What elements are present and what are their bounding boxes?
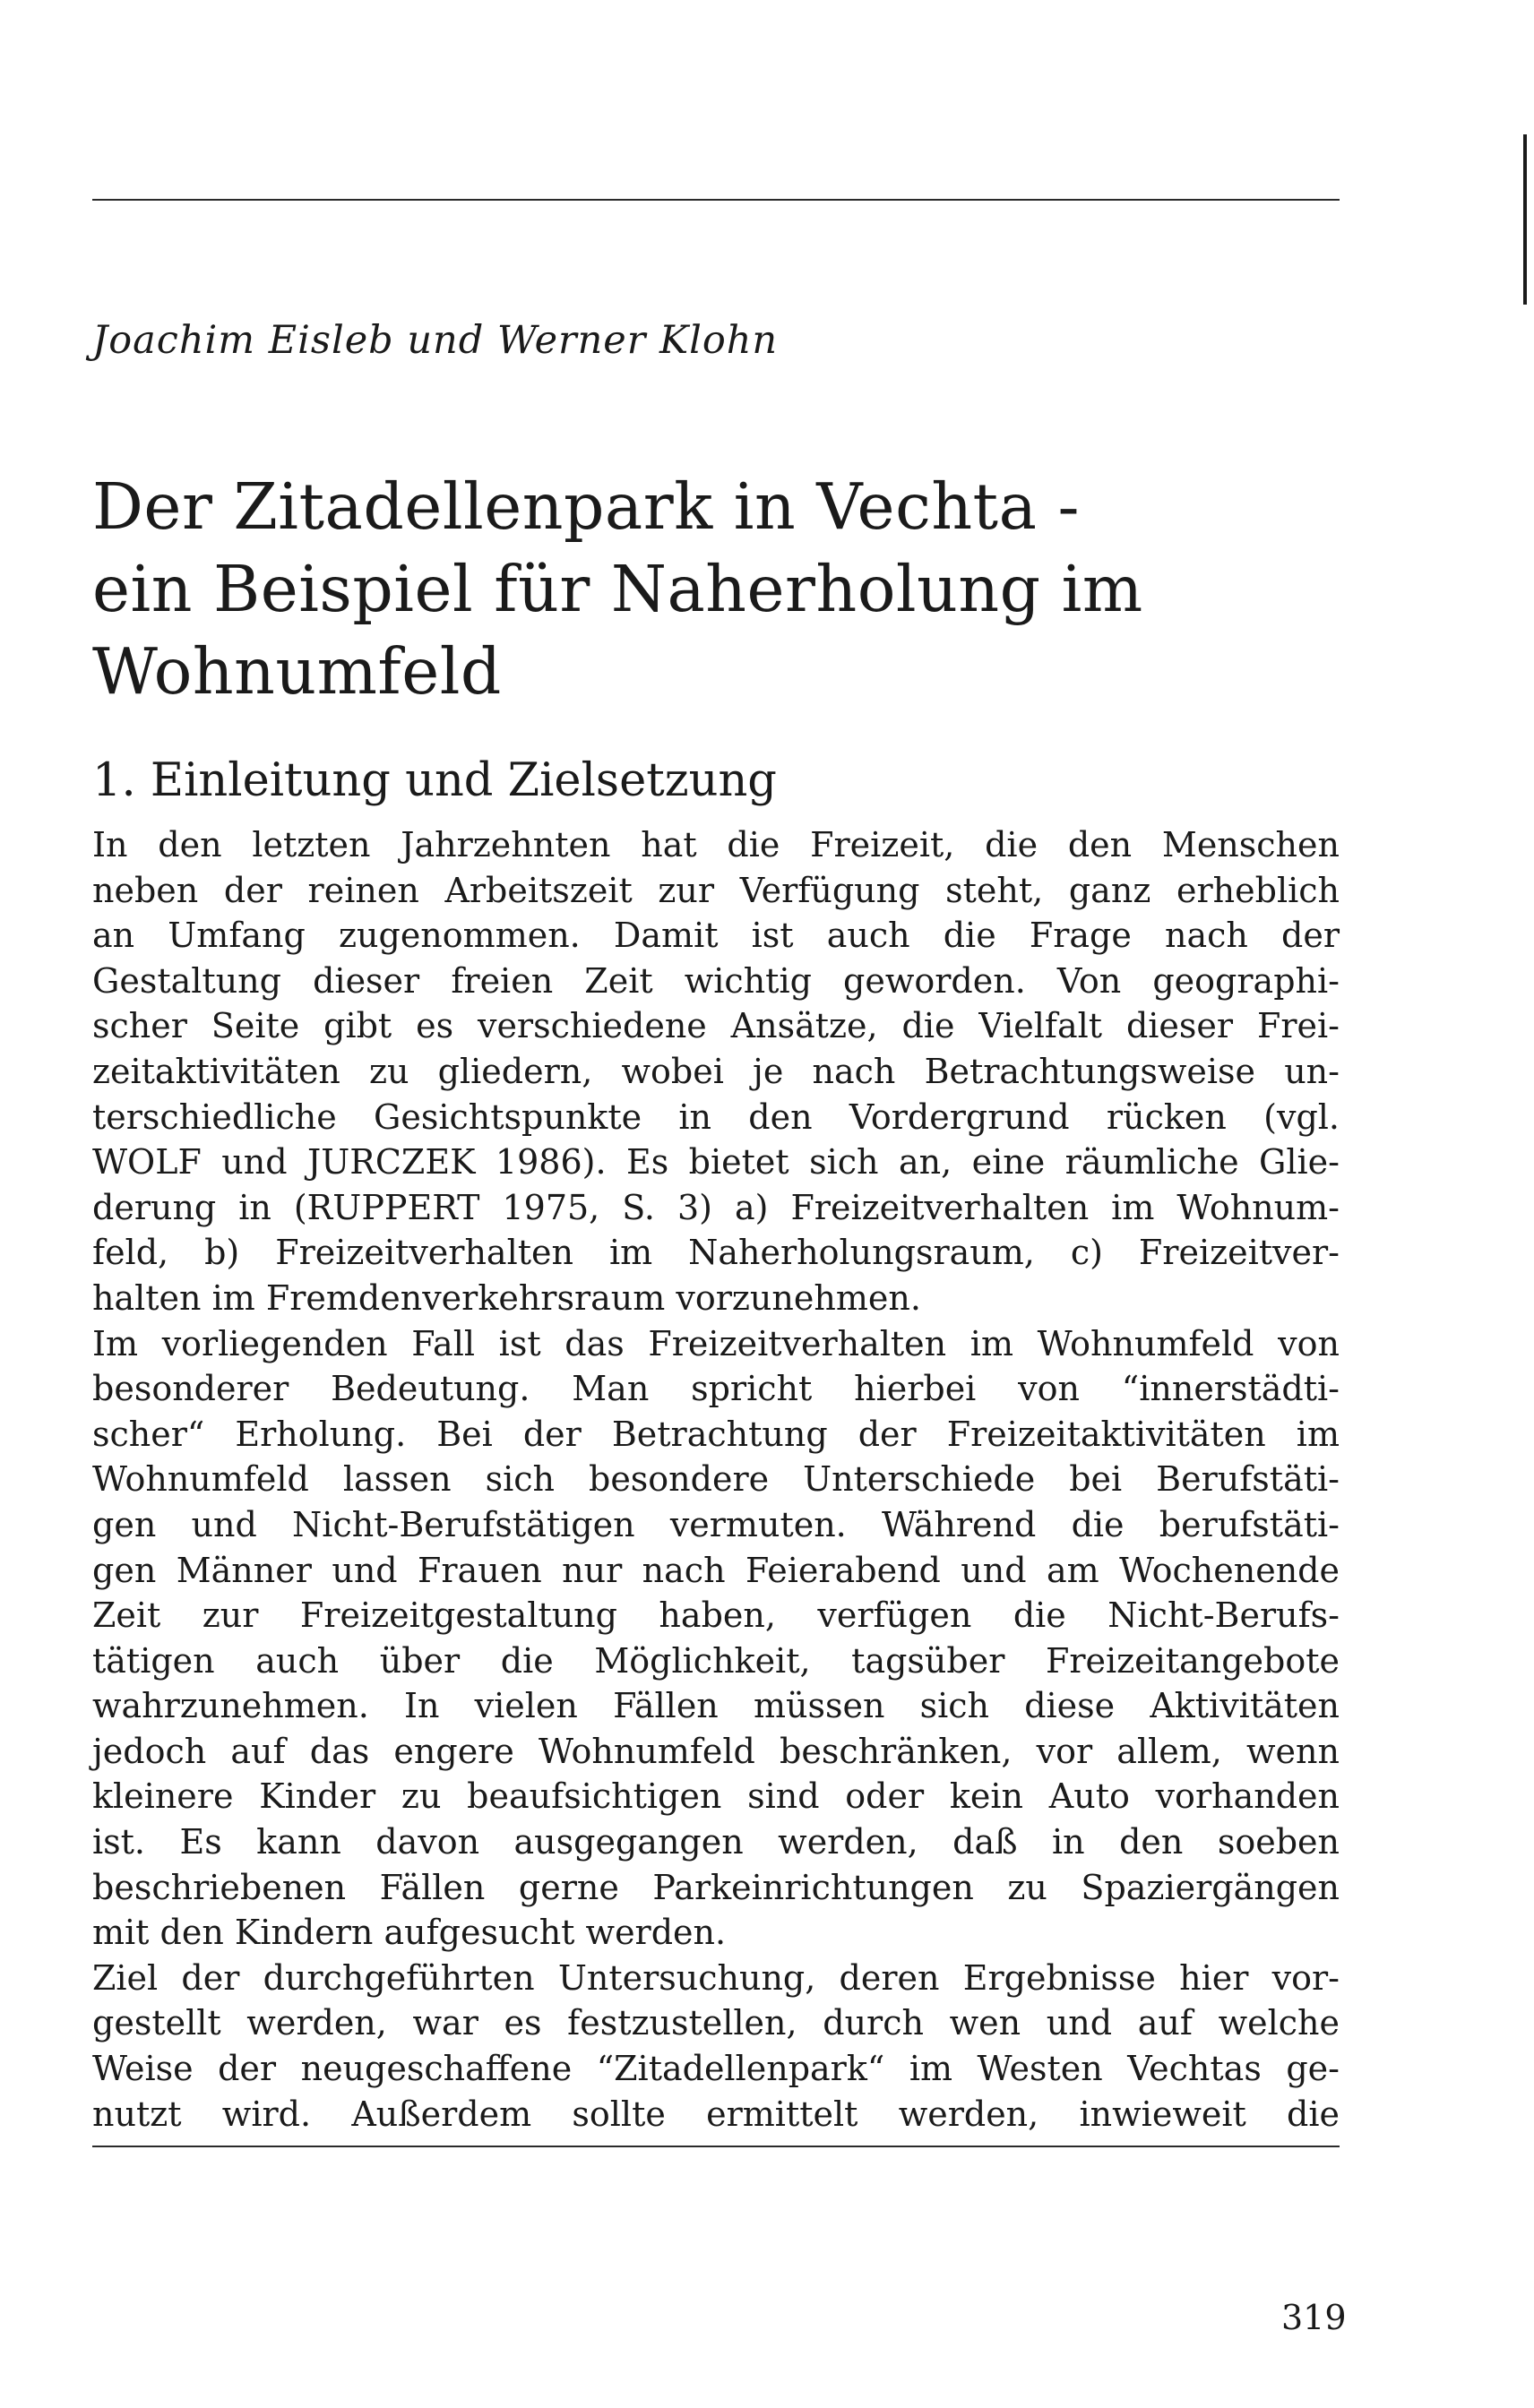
text-line: feld, b) Freizeitverhalten im Naherholungsraum, c) Freizeitver- <box>92 1233 1340 1273</box>
text-line: gestellt werden, war es festzustellen, durch wen und auf welche <box>92 2003 1340 2043</box>
title-line: ein Beispiel für Naherholung im <box>92 552 1143 626</box>
text-line: besonderer Bedeutung. Man spricht hierbei von “innerstädti- <box>92 1369 1340 1409</box>
text-line: mit den Kindern aufgesucht werden. <box>92 1913 727 1953</box>
text-line: scher“ Erholung. Bei der Betrachtung der Freizeitaktivitäten im <box>92 1414 1340 1454</box>
text-line: In den letzten Jahrzehnten hat die Freizeit, die den Menschen <box>92 825 1340 864</box>
text-line: ist. Es kann davon ausgegangen werden, daß in den soeben <box>92 1822 1340 1862</box>
text-line: Ziel der durchgeführten Untersuchung, deren Ergebnisse hier vor- <box>92 1957 1340 1998</box>
text-line: tätigen auch über die Möglichkeit, tagsüber Freizeitangebote <box>92 1640 1340 1681</box>
text-line: kleinere Kinder zu beaufsichtigen sind oder kein Auto vorhanden <box>92 1776 1340 1817</box>
text-line: beschriebenen Fällen gerne Parkeinrichtungen zu Spaziergängen <box>92 1867 1340 1907</box>
text-line: an Umfang zugenommen. Damit ist auch die Frage nach der <box>92 916 1340 956</box>
page-number: 319 <box>1281 2298 1347 2337</box>
authors: Joachim Eisleb und Werner Klohn <box>92 318 779 363</box>
text-line: terschiedliche Gesichtspunkte in den Vordergrund rücken (vgl. <box>92 1096 1340 1137</box>
body-text <box>92 822 1340 2137</box>
text-line: Weise der neugeschaffene “Zitadellenpark“ im Westen Vechtas ge- <box>92 2049 1340 2089</box>
text-line: gen und Nicht-Berufstätigen vermuten. Während die berufstäti- <box>92 1504 1340 1544</box>
text-line: nutzt wird. Außerdem sollte ermittelt werden, inwieweit die <box>92 2094 1340 2134</box>
title-line: Der Zitadellenpark in Vechta - <box>92 469 1080 544</box>
text-line: wahrzunehmen. In vielen Fällen müssen sich diese Aktivitäten <box>92 1686 1340 1726</box>
text-line: halten im Fremdenverkehrsraum vorzunehmen. <box>92 1277 921 1318</box>
text-line: Wohnumfeld lassen sich besondere Unterschiede bei Berufstäti- <box>92 1459 1340 1500</box>
section-heading: 1. Einleitung und Zielsetzung <box>92 754 777 807</box>
text-line: Gestaltung dieser freien Zeit wichtig geworden. Von geographi- <box>92 960 1340 1001</box>
text-line: Im vorliegenden Fall ist das Freizeitverhalten im Wohnumfeld von <box>92 1323 1340 1363</box>
top-rule <box>92 199 1340 201</box>
text-line: scher Seite gibt es verschiedene Ansätze, die Vielfalt dieser Frei- <box>92 1006 1340 1046</box>
text-line: gen Männer und Frauen nur nach Feierabend und am Wochenende <box>92 1550 1340 1590</box>
text-line: zeitaktivitäten zu gliedern, wobei je nach Betrachtungsweise un- <box>92 1051 1340 1091</box>
text-line: Zeit zur Freizeitgestaltung haben, verfügen die Nicht-Berufs- <box>92 1595 1340 1636</box>
text-line: neben der reinen Arbeitszeit zur Verfügung steht, ganz erheblich <box>92 870 1340 910</box>
page-edge-mark <box>1523 134 1527 305</box>
text-line: derung in (RUPPERT 1975, S. 3) a) Freizeitverhalten im Wohnum- <box>92 1187 1340 1227</box>
text-line: jedoch auf das engere Wohnumfeld beschränken, vor allem, wenn <box>92 1731 1340 1771</box>
article-title <box>92 466 1365 713</box>
text-line: WOLF und JURCZEK 1986). Es bietet sich an, eine räumliche Glie- <box>92 1142 1340 1182</box>
bottom-rule <box>92 2146 1340 2147</box>
title-line: Wohnumfeld <box>92 634 502 709</box>
